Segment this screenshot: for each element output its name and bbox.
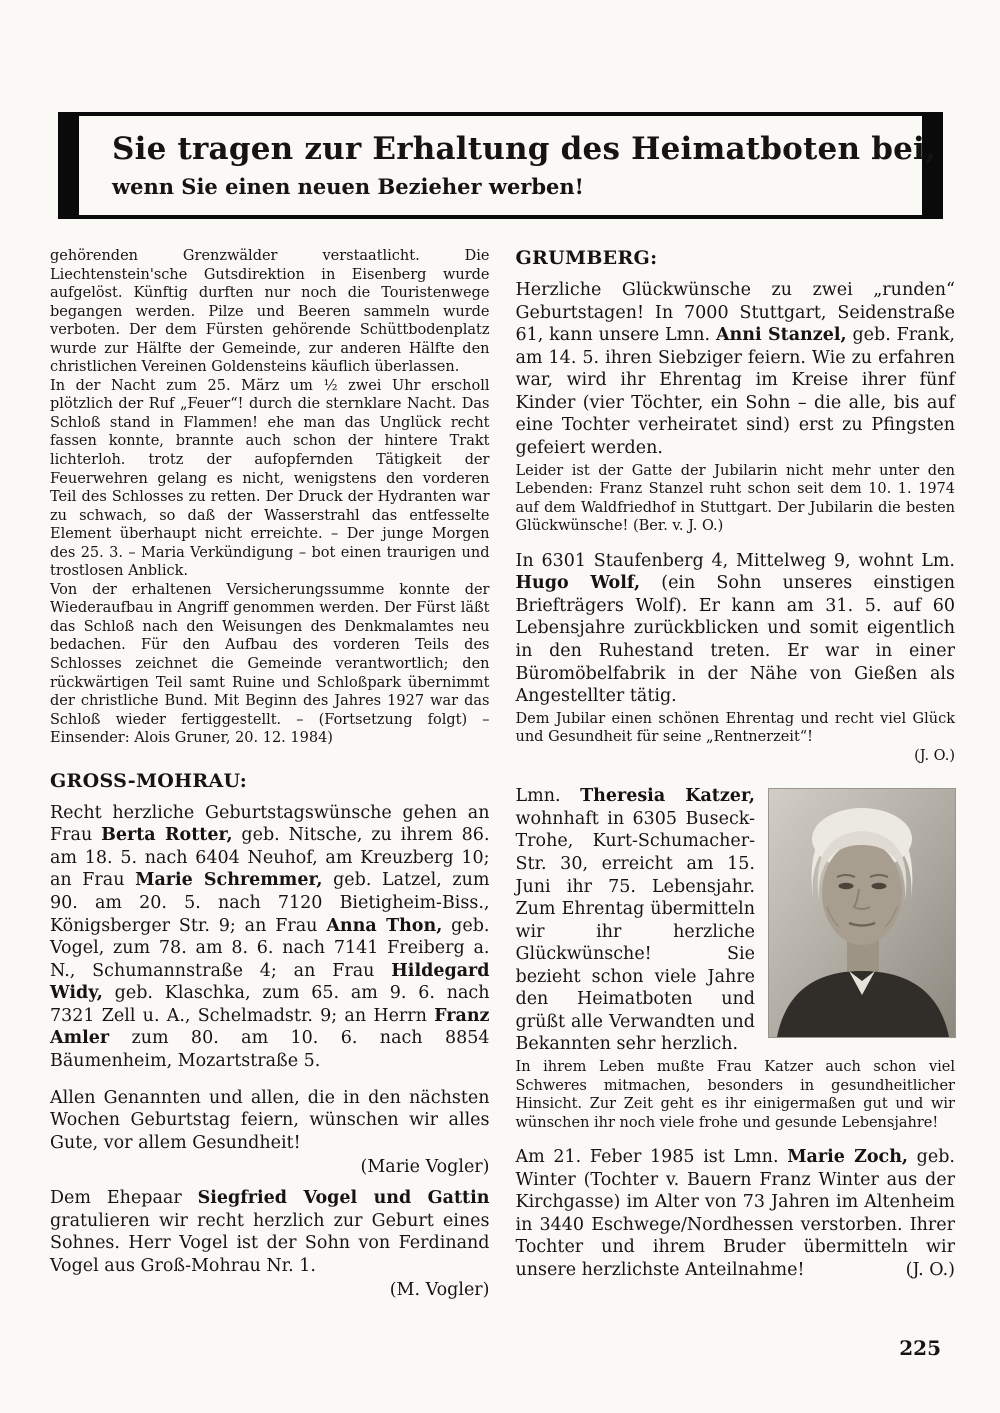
right-column	[516, 247, 956, 1282]
vogel-birth-paragraph: Dem Ehepaar Siegfried Vogel und Gattin gratulieren wir recht herzlich zur Geburt eines Sohnes. Herr Vogel ist der Sohn von Ferdinand Vogel aus Groß-Mohrau Nr. 1.	[50, 1187, 490, 1276]
schloss-fire-paragraph: In der Nacht zum 25. März um ½ zwei Uhr erscholl plötzlich der Ruf „Feuer“! durch die sternklare Nacht. Das Schloß stand in Flammen! ehe man das Unglück recht fassen konnte, brannte auch schon der hintere Trakt lichterloh. trotz der aufopfernden Tätigkeit der Feuerwehren gelang es nicht, wenigstens den vorderen Teil des Schlosses zu retten. Der Druck der Hydranten war zu schwach, so daß der Wasserstrahl das entfesselte Element überhaupt nicht erreichte. – Der junge Morgen des 25. 3. – Maria Verkündigung – bot einen traurigen und trostlosen Anblick.	[50, 377, 490, 580]
katzer-paragraph-text: Lmn. Theresia Katzer, wohnhaft in 6305 Buseck-Trohe, Kurt-Schumacher-Str. 30, erreicht am 15. Juni ihr 75. Lebensjahr. Zum Ehrentag übermitteln wir ihr herzliche Glückwünsche! Sie bezieht schon viele Jahre den Heimatboten und grüßt alle Verwandten und Bekannten sehr herzlich.	[515, 786, 755, 1055]
two-column-layout	[50, 247, 955, 1302]
section-heading-gross-mohrau: GROSS-MOHRAU:	[50, 769, 248, 792]
birthday-greetings-paragraph: Recht herzliche Geburtstagswünsche gehen an Frau Berta Rotter, geb. Nitsche, zu ihrem 86. am 18. 5. nach 6404 Neuhof, am Kreuzberg 10; an Frau Marie Schremmer, geb. Latzel, zum 90. am 20. 5. nach 7120 Bietigheim-Biss., Königsberger Str. 9; an Frau Anna Thon, geb. Vogel, zum 78. am 8. 6. nach 7141 Freiberg a. N., Schumannstraße 4; an Frau Hildegard Widy, geb. Klaschka, zum 65. am 9. 6. nach 7321 Zell u. A., Schelmadstr. 9; an Herrn Franz Amler zum 80. am 10. 6. nach 8854 Bäumenheim, Mozartstraße 5.	[50, 802, 490, 1071]
zoch-obituary-paragraph: Am 21. Feber 1985 ist Lmn. Marie Zoch, geb. Winter (Tochter v. Bauern Franz Winter aus der Kirchgasse) im Alter von 73 Jahren im Altenheim in 3440 Eschwege/Nordhessen verstorben. Ihrer Tochter und ihrem Bruder übermitteln wir unsere herzlichste Anteilnahme! (J. O.)	[515, 1147, 955, 1281]
portrait-illustration	[769, 789, 955, 1037]
subscription-banner	[58, 112, 943, 219]
general-wishes-paragraph: Allen Genannten und allen, die in den nächsten Wochen Geburtstag feiern, wünschen wir alles Gute, vor allem Gesundheit!	[50, 1087, 490, 1153]
signature-j-o-wolf: (J. O.)	[914, 747, 955, 764]
schloss-rebuild-paragraph: Von der erhaltenen Versicherungssumme konnte der Wiederaufbau in Angriff genommen werden. Der Fürst läßt das Schloß nach den Weisungen des Denkmalamtes neu bedachen. Für den Aufbau des vorderen Teils des Schlosses zeichnet die Gemeinde verantwortlich; den rückwärtigen Teil samt Ruine und Schloßpark übernimmt der christliche Bund. Mit Beginn des Jahres 1927 war das Schloß wieder fertiggestellt. – (Fortsetzung folgt) – Einsender: Alois Gruner, 20. 12. 1984)	[50, 581, 490, 747]
stanzel-note-paragraph: Leider ist der Gatte der Jubilarin nicht mehr unter den Lebenden: Franz Stanzel ruht schon seit dem 10. 1. 1974 auf dem Waldfriedhof in Stuttgart. Der Jubilarin die besten Glückwünsche! (Ber. v. J. O.)	[515, 462, 955, 535]
wolf-birthday-paragraph: In 6301 Staufenberg 4, Mittelweg 9, wohnt Lm. Hugo Wolf, (ein Sohn unseres einstigen Briefträgers Wolf). Er kann am 31. 5. auf 60 Lebensjahre zurückblicken und somit eigentlich in den Ruhestand treten. Er war in einer Büromöbelfabrik in der Nähe von Gießen als Angestellter tätig.	[515, 550, 955, 707]
page-number: 225	[899, 1335, 941, 1360]
portrait-photo-theresia-katzer	[769, 789, 955, 1037]
left-column	[50, 247, 490, 1302]
wolf-note-paragraph: Dem Jubilar einen schönen Ehrentag und recht viel Glück und Gesundheit für seine „Rentnerzeit“!	[515, 710, 955, 746]
signature-marie-vogler: (Marie Vogler)	[360, 1157, 490, 1178]
banner-subtitle: wenn Sie einen neuen Bezieher werben!	[112, 174, 584, 199]
schloss-history-paragraph-1: gehörenden Grenzwälder verstaatlicht. Die Liechtenstein'sche Gutsdirektion in Eisenberg wurde aufgelöst. Künftig durften nur noch die Touristenwege begangen werden. Pilze und Beeren sammeln wurde verboten. Der dem Fürsten gehörende Schüttbodenplatz wurde zur Hälfte der Gemeinde, zur anderen Hälfte den christlichen Vereinen Goldensteins käuflich überlassen.	[50, 248, 490, 376]
katzer-note-paragraph: In ihrem Leben mußte Frau Katzer auch schon viel Schweres mitmachen, besonders in gesundheitlicher Hinsicht. Zur Zeit geht es ihr einigermaßen gut und wir wünschen ihr noch viele frohe und gesunde Lebensjahre!	[515, 1059, 955, 1131]
stanzel-birthday-paragraph: Herzliche Glückwünsche zu zwei „runden“ Geburtstagen! In 7000 Stuttgart, Seidenstraße 61, kann unsere Lmn. Anni Stanzel, geb. Frank, am 14. 5. ihren Siebziger feiern. Wie zu erfahren war, wird ihr Ehrentag im Kreise ihrer fünf Kinder (vier Töchter, ein Sohn – die alle, bis auf eine Tochter verheiratet sind) erst zu Pfingsten gefeiert werden.	[515, 280, 955, 458]
signature-m-vogler: (M. Vogler)	[389, 1280, 490, 1301]
section-heading-grumberg: GRUMBERG:	[515, 247, 658, 269]
banner-title: Sie tragen zur Erhaltung des Heimatboten bei,	[112, 131, 936, 167]
katzer-birthday-paragraph	[516, 785, 956, 1056]
